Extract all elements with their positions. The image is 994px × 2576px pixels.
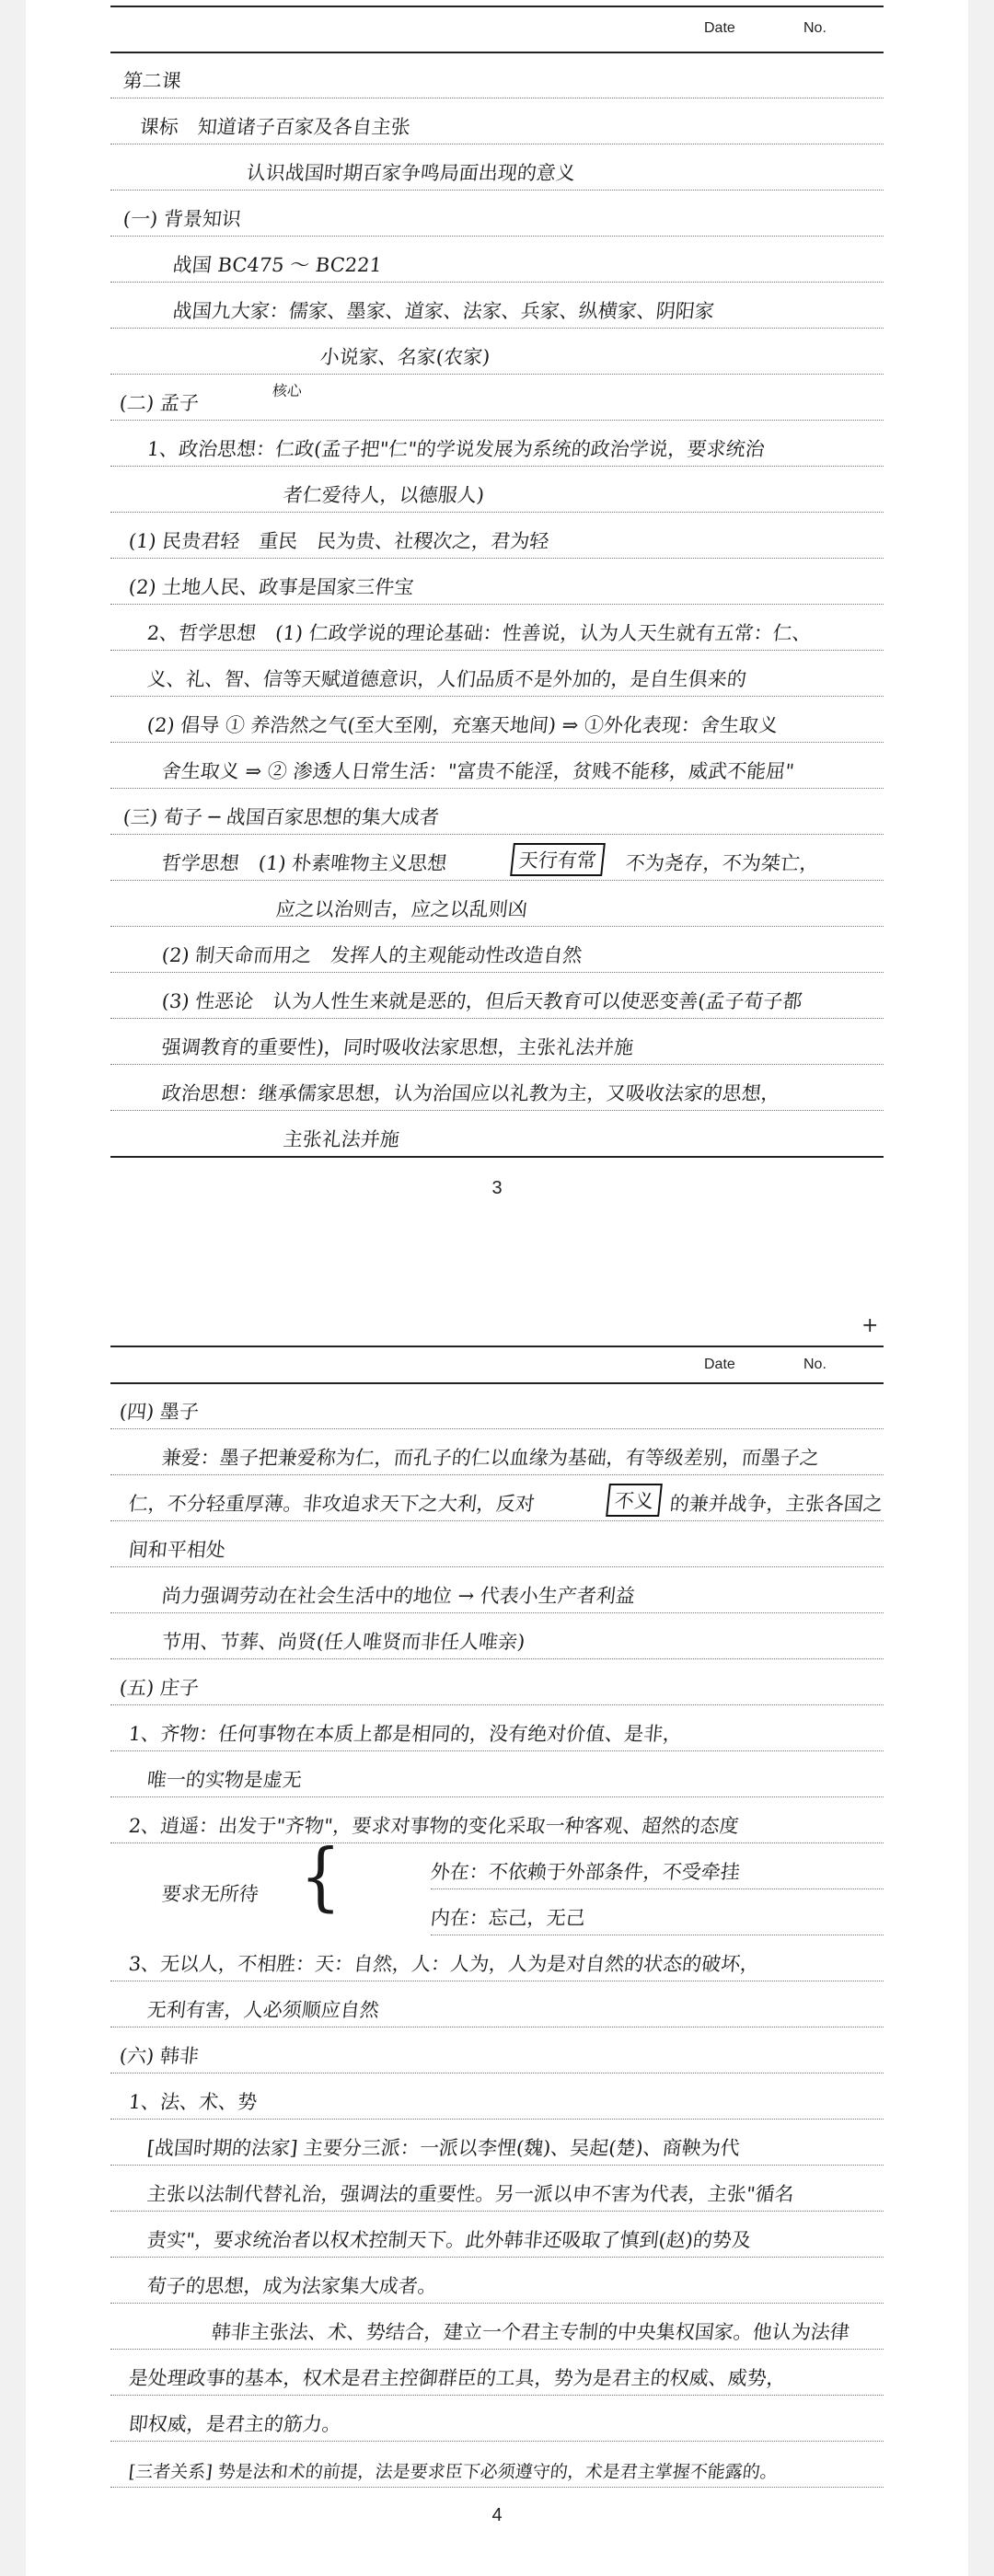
note-line bbox=[110, 1428, 884, 1475]
note-text: 尚力强调劳动在社会生活中的地位 → 代表小生产者利益 bbox=[160, 1585, 637, 1607]
page-number: 4 bbox=[491, 2505, 503, 2525]
note-text: 不为尧存，不为桀亡， bbox=[624, 852, 821, 874]
note-line bbox=[110, 144, 884, 191]
boxed-word: 不义 bbox=[606, 1484, 663, 1517]
note-text: (2) 土地人民、政事是国家三件宝 bbox=[127, 576, 415, 598]
header-top-rule bbox=[110, 1346, 884, 1347]
note-line bbox=[110, 880, 884, 927]
note-text: 1、齐物：任何事物在本质上都是相同的，没有绝对价值、是非， bbox=[127, 1723, 684, 1745]
note-text: 无利有害，人必须顺应自然 bbox=[145, 1999, 381, 2021]
note-line bbox=[110, 1382, 884, 1429]
note-text: (3) 性恶论 认为人性生来就是恶的，但后天教育可以使恶变善(孟子荀子都 bbox=[160, 990, 803, 1012]
note-line bbox=[110, 742, 884, 789]
note-text: 外在：不依赖于外部条件，不受牵挂 bbox=[429, 1861, 742, 1883]
note-line bbox=[110, 2395, 884, 2442]
note-text: 3、无以人，不相胜：天：自然，人：人为，人为是对自然的状态的破坏， bbox=[127, 1953, 761, 1975]
note-line bbox=[431, 1889, 884, 1935]
note-text: 小说家、名家(农家) bbox=[318, 346, 491, 368]
curly-brace: { bbox=[300, 1832, 341, 1921]
notebook-page-4 bbox=[26, 1217, 968, 2576]
note-text: 要求无所待 bbox=[160, 1883, 260, 1905]
note-text: 节用、节葬、尚贤(任人唯贤而非任人唯亲) bbox=[160, 1631, 526, 1653]
page-number: 3 bbox=[491, 1178, 503, 1198]
bottom-rule bbox=[110, 1156, 884, 1158]
note-line bbox=[110, 1064, 884, 1111]
note-line bbox=[110, 2303, 884, 2350]
date-label: Date bbox=[704, 20, 735, 36]
note-text: 者仁爱待人，以德服人) bbox=[282, 484, 486, 506]
section-heading: (五) 庄子 bbox=[118, 1677, 201, 1699]
note-text: 是处理政事的基本，权术是君主控御群臣的工具，势为是君主的权威、威势， bbox=[127, 2367, 788, 2389]
note-line bbox=[110, 1018, 884, 1065]
note-text: 间和平相处 bbox=[127, 1539, 227, 1561]
note-text: 责实"，要求统治者以权术控制天下。此外韩非还吸取了慎到(赵)的势及 bbox=[145, 2229, 753, 2251]
note-line bbox=[110, 834, 884, 881]
note-line bbox=[110, 282, 884, 329]
note-text: 内在：忘己，无己 bbox=[429, 1907, 587, 1929]
note-line bbox=[110, 98, 884, 144]
note-line bbox=[110, 466, 884, 513]
note-line bbox=[110, 1658, 884, 1705]
note-line bbox=[110, 52, 884, 98]
note-line bbox=[110, 2119, 884, 2166]
section-heading: (二) 孟子 bbox=[118, 392, 201, 414]
note-line bbox=[110, 1750, 884, 1797]
note-line bbox=[110, 1612, 884, 1659]
note-text: 即权威，是君主的筋力。 bbox=[127, 2413, 343, 2435]
margin-annotation: 核心 bbox=[271, 382, 303, 399]
note-line bbox=[110, 1474, 884, 1521]
note-text: 义、礼、智、信等天赋道德意识，人们品质不是外加的，是自生俱来的 bbox=[145, 668, 748, 690]
date-label: Date bbox=[704, 1357, 735, 1372]
note-line bbox=[110, 788, 884, 835]
note-text: (1) 民贵君轻 重民 民为贵、社稷次之，君为轻 bbox=[127, 530, 550, 552]
note-line bbox=[110, 2441, 884, 2488]
note-text: 荀子的思想，成为法家集大成者。 bbox=[145, 2275, 439, 2297]
note-text: [三者关系] 势是法和术的前提，法是要求臣下必须遵守的，术是君主掌握不能露的。 bbox=[127, 2462, 779, 2482]
note-line bbox=[110, 374, 884, 421]
note-text: 应之以治则吉，应之以乱则凶 bbox=[274, 898, 529, 920]
note-text: 认识战国时期百家争鸣局面出现的意义 bbox=[245, 162, 577, 184]
note-text: 哲学思想 (1) 朴素唯物主义思想 bbox=[160, 852, 448, 874]
section-heading: (六) 韩非 bbox=[118, 2045, 201, 2067]
section-heading: (一) 背景知识 bbox=[121, 208, 243, 230]
note-line bbox=[110, 972, 884, 1019]
note-line bbox=[110, 1704, 884, 1751]
note-text: 仁，不分轻重厚薄。非攻追求天下之大利，反对 bbox=[127, 1493, 537, 1515]
note-text: 兼爱：墨子把兼爱称为仁，而孔子的仁以血缘为基础，有等级差别，而墨子之 bbox=[160, 1447, 821, 1469]
boxed-phrase: 天行有常 bbox=[510, 843, 606, 876]
note-line bbox=[110, 2073, 884, 2120]
section-heading: (三) 荀子 ─ 战国百家思想的集大成者 bbox=[121, 806, 441, 828]
section-heading: (四) 墨子 bbox=[118, 1401, 201, 1423]
note-line bbox=[110, 1935, 884, 1981]
note-line bbox=[110, 1981, 884, 2027]
no-label: No. bbox=[803, 20, 826, 36]
note-text: 主张礼法并施 bbox=[282, 1128, 401, 1150]
note-line bbox=[110, 420, 884, 467]
lesson-title: 第二课 bbox=[121, 70, 183, 92]
note-line bbox=[110, 1796, 884, 1843]
notebook-page-3 bbox=[26, 0, 968, 1233]
note-line bbox=[110, 650, 884, 697]
note-line bbox=[431, 1842, 884, 1889]
note-text: 课标 知道诸子百家及各自主张 bbox=[138, 116, 412, 138]
note-text: 韩非主张法、术、势结合，建立一个君主专制的中央集权国家。他认为法律 bbox=[210, 2321, 851, 2343]
note-text: 强调教育的重要性)，同时吸收法家思想，主张礼法并施 bbox=[160, 1036, 635, 1058]
note-text: 2、哲学思想 (1) 仁政学说的理论基础：性善说，认为人天生就有五常：仁、 bbox=[145, 622, 813, 644]
note-text: [战国时期的法家] 主要分三派：一派以李悝(魏)、吴起(楚)、商鞅为代 bbox=[145, 2137, 741, 2159]
note-line bbox=[110, 2211, 884, 2258]
note-line bbox=[110, 1520, 884, 1567]
note-text: 战国 BC475 ～ BC221 bbox=[171, 254, 384, 276]
note-line bbox=[110, 2349, 884, 2396]
corner-mark: + bbox=[861, 1314, 879, 1337]
note-text: 战国九大家：儒家、墨家、道家、法家、兵家、纵横家、阴阳家 bbox=[171, 300, 716, 322]
note-line bbox=[110, 558, 884, 605]
note-line bbox=[110, 328, 884, 375]
note-line bbox=[110, 2027, 884, 2074]
note-line bbox=[110, 926, 884, 973]
note-line bbox=[110, 190, 884, 237]
note-line bbox=[110, 604, 884, 651]
note-text: 唯一的实物是虚无 bbox=[145, 1769, 304, 1791]
note-line bbox=[110, 2257, 884, 2304]
note-line bbox=[110, 1110, 884, 1157]
note-text: 政治思想：继承儒家思想，认为治国应以礼教为主，又吸收法家的思想， bbox=[160, 1082, 782, 1104]
note-text: 主张以法制代替礼治，强调法的重要性。另一派以申不害为代表，主张"循名 bbox=[145, 2183, 795, 2205]
note-text: 的兼并战争，主张各国之 bbox=[668, 1493, 884, 1515]
header-top-rule bbox=[110, 6, 884, 7]
note-line bbox=[110, 2165, 884, 2212]
note-text: (2) 制天命而用之 发挥人的主观能动性改造自然 bbox=[160, 944, 584, 966]
note-line bbox=[110, 696, 884, 743]
note-text: 舍生取义 ⇒ ② 渗透人日常生活："富贵不能淫，贫贱不能移，威武不能屈" bbox=[160, 760, 796, 782]
note-line bbox=[110, 236, 884, 283]
note-text: 2、逍遥：出发于"齐物"，要求对事物的变化采取一种客观、超然的态度 bbox=[127, 1815, 740, 1837]
no-label: No. bbox=[803, 1357, 826, 1372]
note-text: 1、法、术、势 bbox=[127, 2091, 259, 2113]
note-line bbox=[110, 512, 884, 559]
note-line bbox=[110, 1566, 884, 1613]
note-text: (2) 倡导 ① 养浩然之气(至大至刚，充塞天地间) ⇒ ①外化表现：舍生取义 bbox=[145, 714, 780, 736]
note-text: 1、政治思想：仁政(孟子把"仁"的学说发展为系统的政治学说，要求统治 bbox=[145, 438, 767, 460]
